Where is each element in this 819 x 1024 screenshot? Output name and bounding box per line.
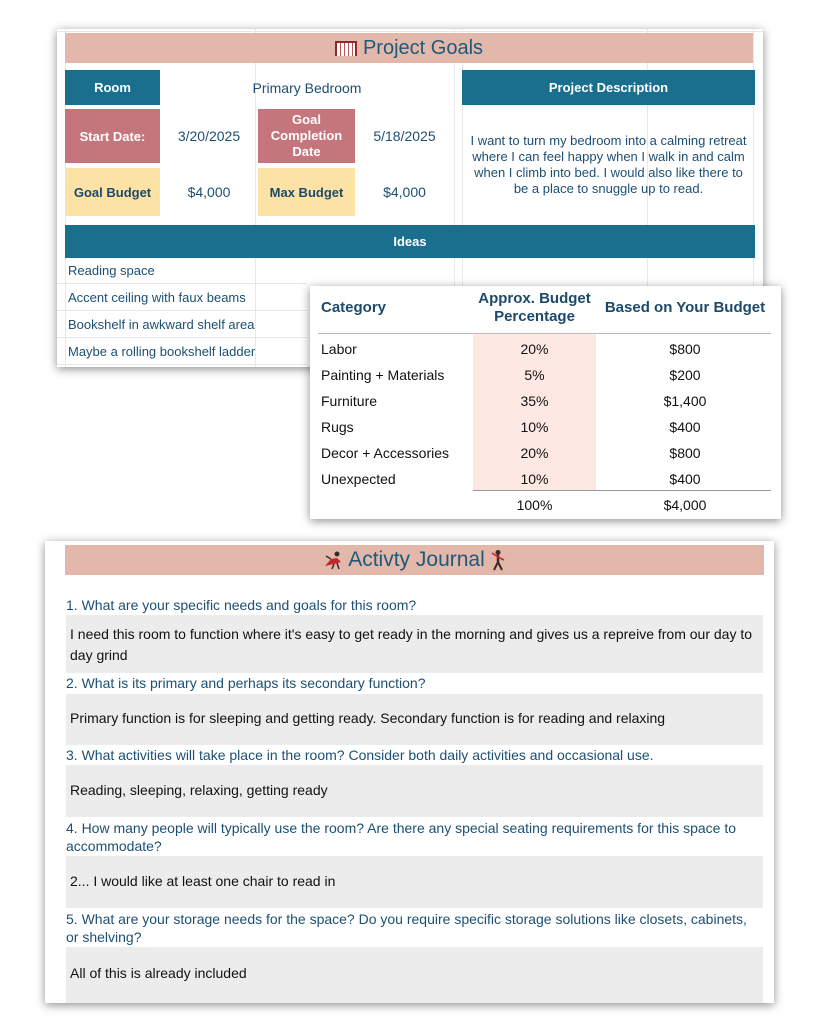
- table-row[interactable]: [310, 362, 781, 388]
- amount-cell: $1,400: [663, 393, 707, 409]
- journal-question-3: 3. What activities will take place in the room? Consider both daily activities and occasional use.: [66, 747, 654, 763]
- goal-budget-value[interactable]: $4,000: [187, 184, 231, 200]
- start-date-label: Start Date:: [65, 109, 160, 163]
- goal-budget-label: Goal Budget: [65, 168, 160, 216]
- max-budget-value[interactable]: $4,000: [383, 184, 426, 200]
- journal-answer-4[interactable]: 2... I would like at least one chair to read in: [66, 856, 763, 908]
- percent-cell: 10%: [520, 471, 549, 487]
- percent-cell: 5%: [524, 367, 545, 383]
- amount-cell: $800: [669, 341, 701, 357]
- amount-cell: $400: [669, 471, 701, 487]
- category-cell: Painting + Materials: [321, 367, 445, 383]
- idea-item[interactable]: Accent ceiling with faux beams: [57, 284, 307, 311]
- header-divider: [318, 333, 771, 334]
- project-goals-title-bar: [65, 33, 753, 63]
- max-budget-label: Max Budget: [258, 168, 355, 216]
- project-description-header: Project Description: [462, 70, 755, 105]
- room-label: Room: [65, 70, 160, 105]
- table-row[interactable]: [310, 440, 781, 466]
- room-value[interactable]: Primary Bedroom: [252, 79, 362, 96]
- journal-answer-5[interactable]: All of this is already included: [66, 947, 763, 1003]
- goal-completion-label: Goal Completion Date: [258, 109, 355, 163]
- category-cell: Unexpected: [321, 471, 396, 487]
- table-row[interactable]: [310, 336, 781, 362]
- table-row[interactable]: [310, 466, 781, 492]
- journal-answer-3[interactable]: Reading, sleeping, relaxing, getting ready: [66, 765, 763, 817]
- budget-breakdown-card: [310, 286, 781, 519]
- percent-cell: 10%: [520, 419, 549, 435]
- journal-question-1: 1. What are your specific needs and goals for this room?: [66, 597, 417, 613]
- amount-cell: $200: [669, 367, 701, 383]
- goal-completion-value[interactable]: 5/18/2025: [373, 128, 436, 144]
- total-divider: [473, 490, 771, 491]
- journal-answer-1[interactable]: I need this room to function where it's easy to get ready in the morning and gives us a repreive from our day to day grind: [66, 615, 763, 673]
- page-title: Project Goals: [362, 36, 484, 59]
- journal-title: Activty Journal: [348, 548, 485, 571]
- total-percent: 100%: [516, 497, 553, 513]
- goal-net-icon: [335, 41, 357, 56]
- table-row[interactable]: [310, 414, 781, 440]
- activity-journal-card: [45, 541, 774, 1003]
- idea-item[interactable]: Bookshelf in awkward shelf area: [57, 311, 307, 338]
- amount-header: Based on Your Budget: [604, 299, 766, 316]
- total-amount: $4,000: [663, 497, 707, 513]
- category-cell: Furniture: [321, 393, 378, 409]
- idea-item[interactable]: Reading space: [57, 257, 307, 284]
- percentage-header: Approx. Budget Percentage: [478, 290, 591, 325]
- activity-journal-title-bar: [65, 545, 764, 575]
- percent-cell: 20%: [520, 445, 549, 461]
- project-description[interactable]: I want to turn my bedroom into a calming retreat where I can feel happy when I walk in and calm when I climb into bed. I would also like there to be a place to snuggle up to read.: [470, 133, 747, 196]
- category-cell: Rugs: [321, 419, 354, 435]
- category-cell: Decor + Accessories: [321, 445, 449, 461]
- journal-question-2: 2. What is its primary and perhaps its secondary function?: [66, 675, 426, 691]
- total-row: [310, 492, 781, 518]
- category-header: Category: [321, 299, 387, 316]
- table-row[interactable]: [310, 388, 781, 414]
- start-date-value[interactable]: 3/20/2025: [177, 128, 241, 144]
- journal-question-4: 4. How many people will typically use the room? Are there any special seating requirements for this space to accommodate?: [66, 820, 737, 854]
- category-cell: Labor: [321, 341, 357, 357]
- idea-item[interactable]: Maybe a rolling bookshelf ladder: [57, 338, 307, 365]
- amount-cell: $800: [669, 445, 701, 461]
- dancer-icon: [322, 550, 344, 570]
- journal-question-5: 5. What are your storage needs for the space? Do you require specific storage solutions like closets, cabinets, or shelving?: [66, 911, 747, 945]
- fencer-icon: [489, 549, 507, 571]
- percent-cell: 20%: [520, 341, 549, 357]
- journal-answer-2[interactable]: Primary function is for sleeping and getting ready. Secondary function is for reading and relaxing: [66, 694, 763, 745]
- ideas-header: Ideas: [65, 225, 755, 258]
- percent-cell: 35%: [520, 393, 549, 409]
- amount-cell: $400: [669, 419, 701, 435]
